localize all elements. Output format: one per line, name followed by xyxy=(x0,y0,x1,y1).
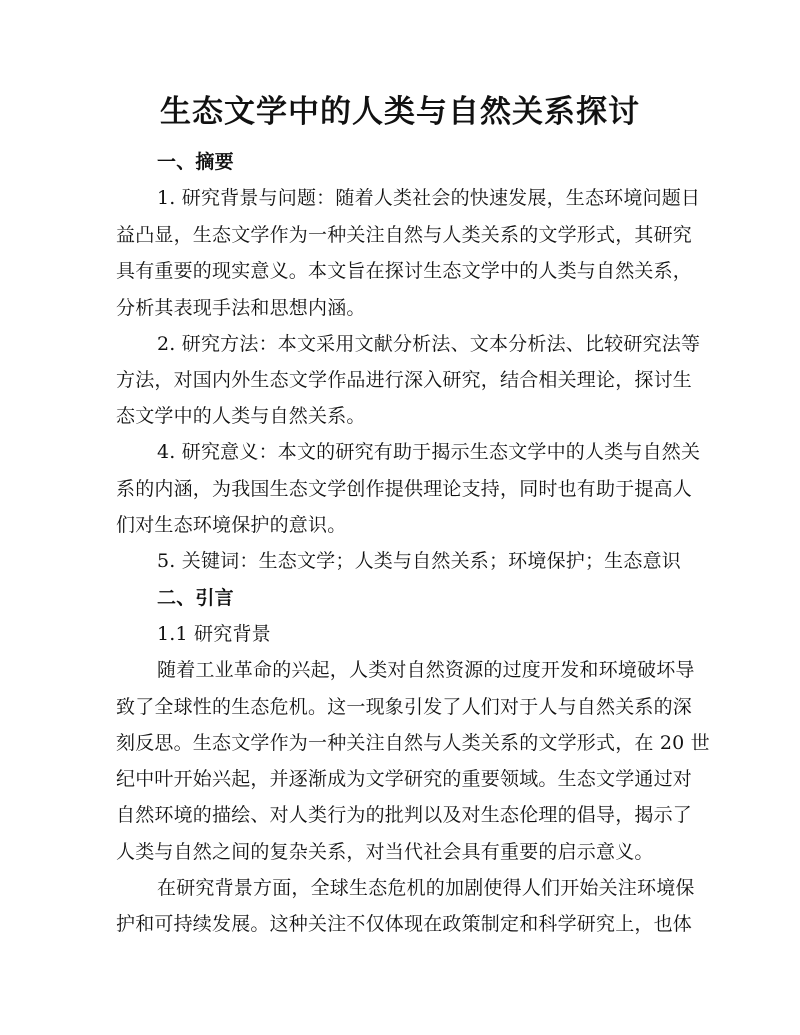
keywords-line: 5. 关键词：生态文学；人类与自然关系；环境保护；生态意识 xyxy=(157,550,681,572)
subsection-heading-background: 1.1 研究背景 xyxy=(157,623,271,645)
paragraph-line: 致了全球性的生态危机。这一现象引发了人们对于人与自然关系的深 xyxy=(116,696,693,718)
paragraph-line: 人类与自然之间的复杂关系，对当代社会具有重要的启示意义。 xyxy=(116,841,654,863)
paragraph-line: 态文学中的人类与自然关系。 xyxy=(116,405,366,427)
document-title: 生态文学中的人类与自然关系探讨 xyxy=(160,94,640,130)
paragraph-line: 护和可持续发展。这种关注不仅体现在政策制定和科学研究上，也体 xyxy=(116,913,693,935)
paragraph-line: 具有重要的现实意义。本文旨在探讨生态文学中的人类与自然关系， xyxy=(116,260,693,282)
paragraph-line: 系的内涵，为我国生态文学创作提供理论支持，同时也有助于提高人 xyxy=(116,478,693,500)
paragraph-line: 4. 研究意义：本文的研究有助于揭示生态文学中的人类与自然关 xyxy=(157,441,701,463)
section-heading-introduction: 二、引言 xyxy=(157,587,234,609)
paragraph-line: 纪中叶开始兴起，并逐渐成为文学研究的重要领域。生态文学通过对 xyxy=(116,768,693,790)
paragraph-line: 们对生态环境保护的意识。 xyxy=(116,514,347,536)
paragraph-line: 益凸显，生态文学作为一种关注自然与人类关系的文学形式，其研究 xyxy=(116,224,693,246)
paragraph-line: 方法，对国内外生态文学作品进行深入研究，结合相关理论，探讨生 xyxy=(116,369,693,391)
paragraph-line: 在研究背景方面，全球生态危机的加剧使得人们开始关注环境保 xyxy=(157,877,695,899)
paragraph-line: 2. 研究方法：本文采用文献分析法、文本分析法、比较研究法等 xyxy=(157,333,701,355)
paragraph-line: 分析其表现手法和思想内涵。 xyxy=(116,297,366,319)
paragraph-line: 刻反思。生态文学作为一种关注自然与人类关系的文学形式，在 20 世 xyxy=(116,732,710,754)
paragraph-line: 随着工业革命的兴起，人类对自然资源的过度开发和环境破坏导 xyxy=(157,659,695,681)
paragraph-line: 自然环境的描绘、对人类行为的批判以及对生态伦理的倡导，揭示了 xyxy=(116,804,693,826)
paragraph-line: 1. 研究背景与问题：随着人类社会的快速发展，生态环境问题日 xyxy=(157,187,701,209)
section-heading-abstract: 一、摘要 xyxy=(157,151,234,173)
